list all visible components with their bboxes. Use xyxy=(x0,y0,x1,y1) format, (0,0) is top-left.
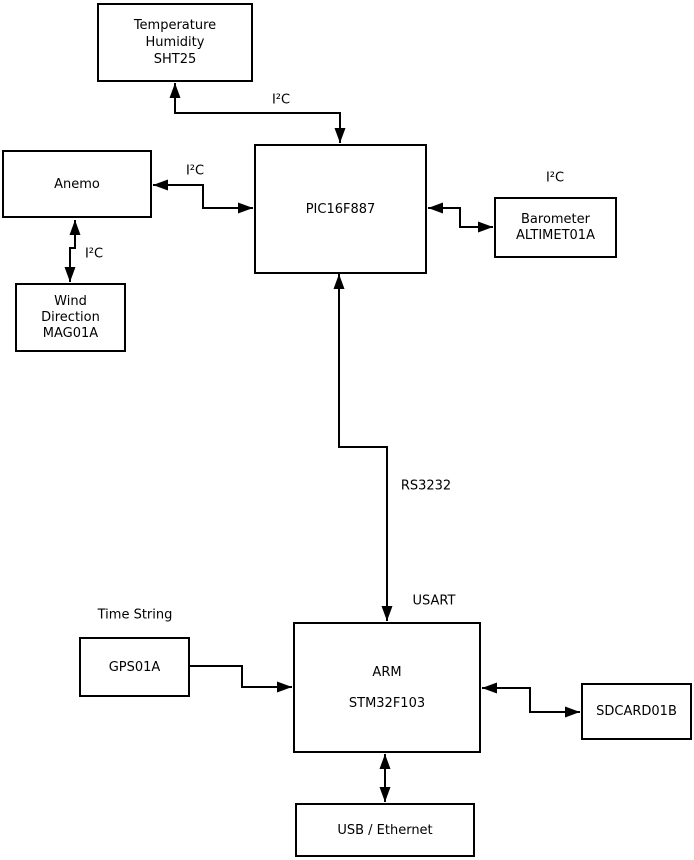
edge-label-i2c-barometer: I²C xyxy=(545,170,565,186)
node-usb-ethernet xyxy=(295,803,475,857)
node-label-line: Temperature xyxy=(133,18,217,33)
edge-pic-arm xyxy=(339,274,387,621)
node-label-line: ARM xyxy=(372,664,402,680)
node-label-line: MAG01A xyxy=(42,325,99,341)
edge-label-usart: USART xyxy=(412,593,456,609)
node-gps01a xyxy=(79,637,190,697)
node-label-line: STM32F103 xyxy=(348,695,426,711)
node-barometer-altimet01a xyxy=(494,197,617,258)
edge-arm-sdcard xyxy=(482,688,580,712)
node-label-line: ALTIMET01A xyxy=(516,227,595,243)
edge-pic-barometer xyxy=(428,208,493,227)
node-anemo xyxy=(2,150,152,218)
node-label-line: GPS01A xyxy=(108,659,161,675)
edge-label-time-string: Time String xyxy=(97,607,173,623)
edge-label-rs3232: RS3232 xyxy=(400,478,452,494)
edge-label-i2c-sht25: I²C xyxy=(271,92,291,108)
edge-label-i2c-anemo: I²C xyxy=(185,163,205,179)
node-label-line: Direction xyxy=(41,309,100,325)
node-arm-stm32f103 xyxy=(293,622,481,753)
node-sdcard01b xyxy=(581,683,692,740)
node-wind-direction-mag01a xyxy=(15,283,126,352)
node-temperature-humidity-sht25 xyxy=(97,3,253,82)
node-label-line: SDCARD01B xyxy=(596,704,677,719)
node-label-line: Barometer xyxy=(521,211,590,227)
edge-gps-arm xyxy=(190,666,292,687)
edge-anemo-winddirection xyxy=(70,220,75,282)
node-label-line: Humidity xyxy=(145,35,205,50)
node-label-line: SHT25 xyxy=(153,52,197,67)
node-pic16f887 xyxy=(254,144,427,274)
edge-pic-sht25 xyxy=(175,83,340,143)
node-label-line: USB / Ethernet xyxy=(337,822,433,838)
node-label-line: Wind xyxy=(54,293,87,309)
edge-label-i2c-wind-direction: I²C xyxy=(84,246,104,262)
edge-pic-anemo xyxy=(153,185,253,208)
node-label-line: PIC16F887 xyxy=(305,201,376,217)
node-label-line: Anemo xyxy=(54,176,100,192)
